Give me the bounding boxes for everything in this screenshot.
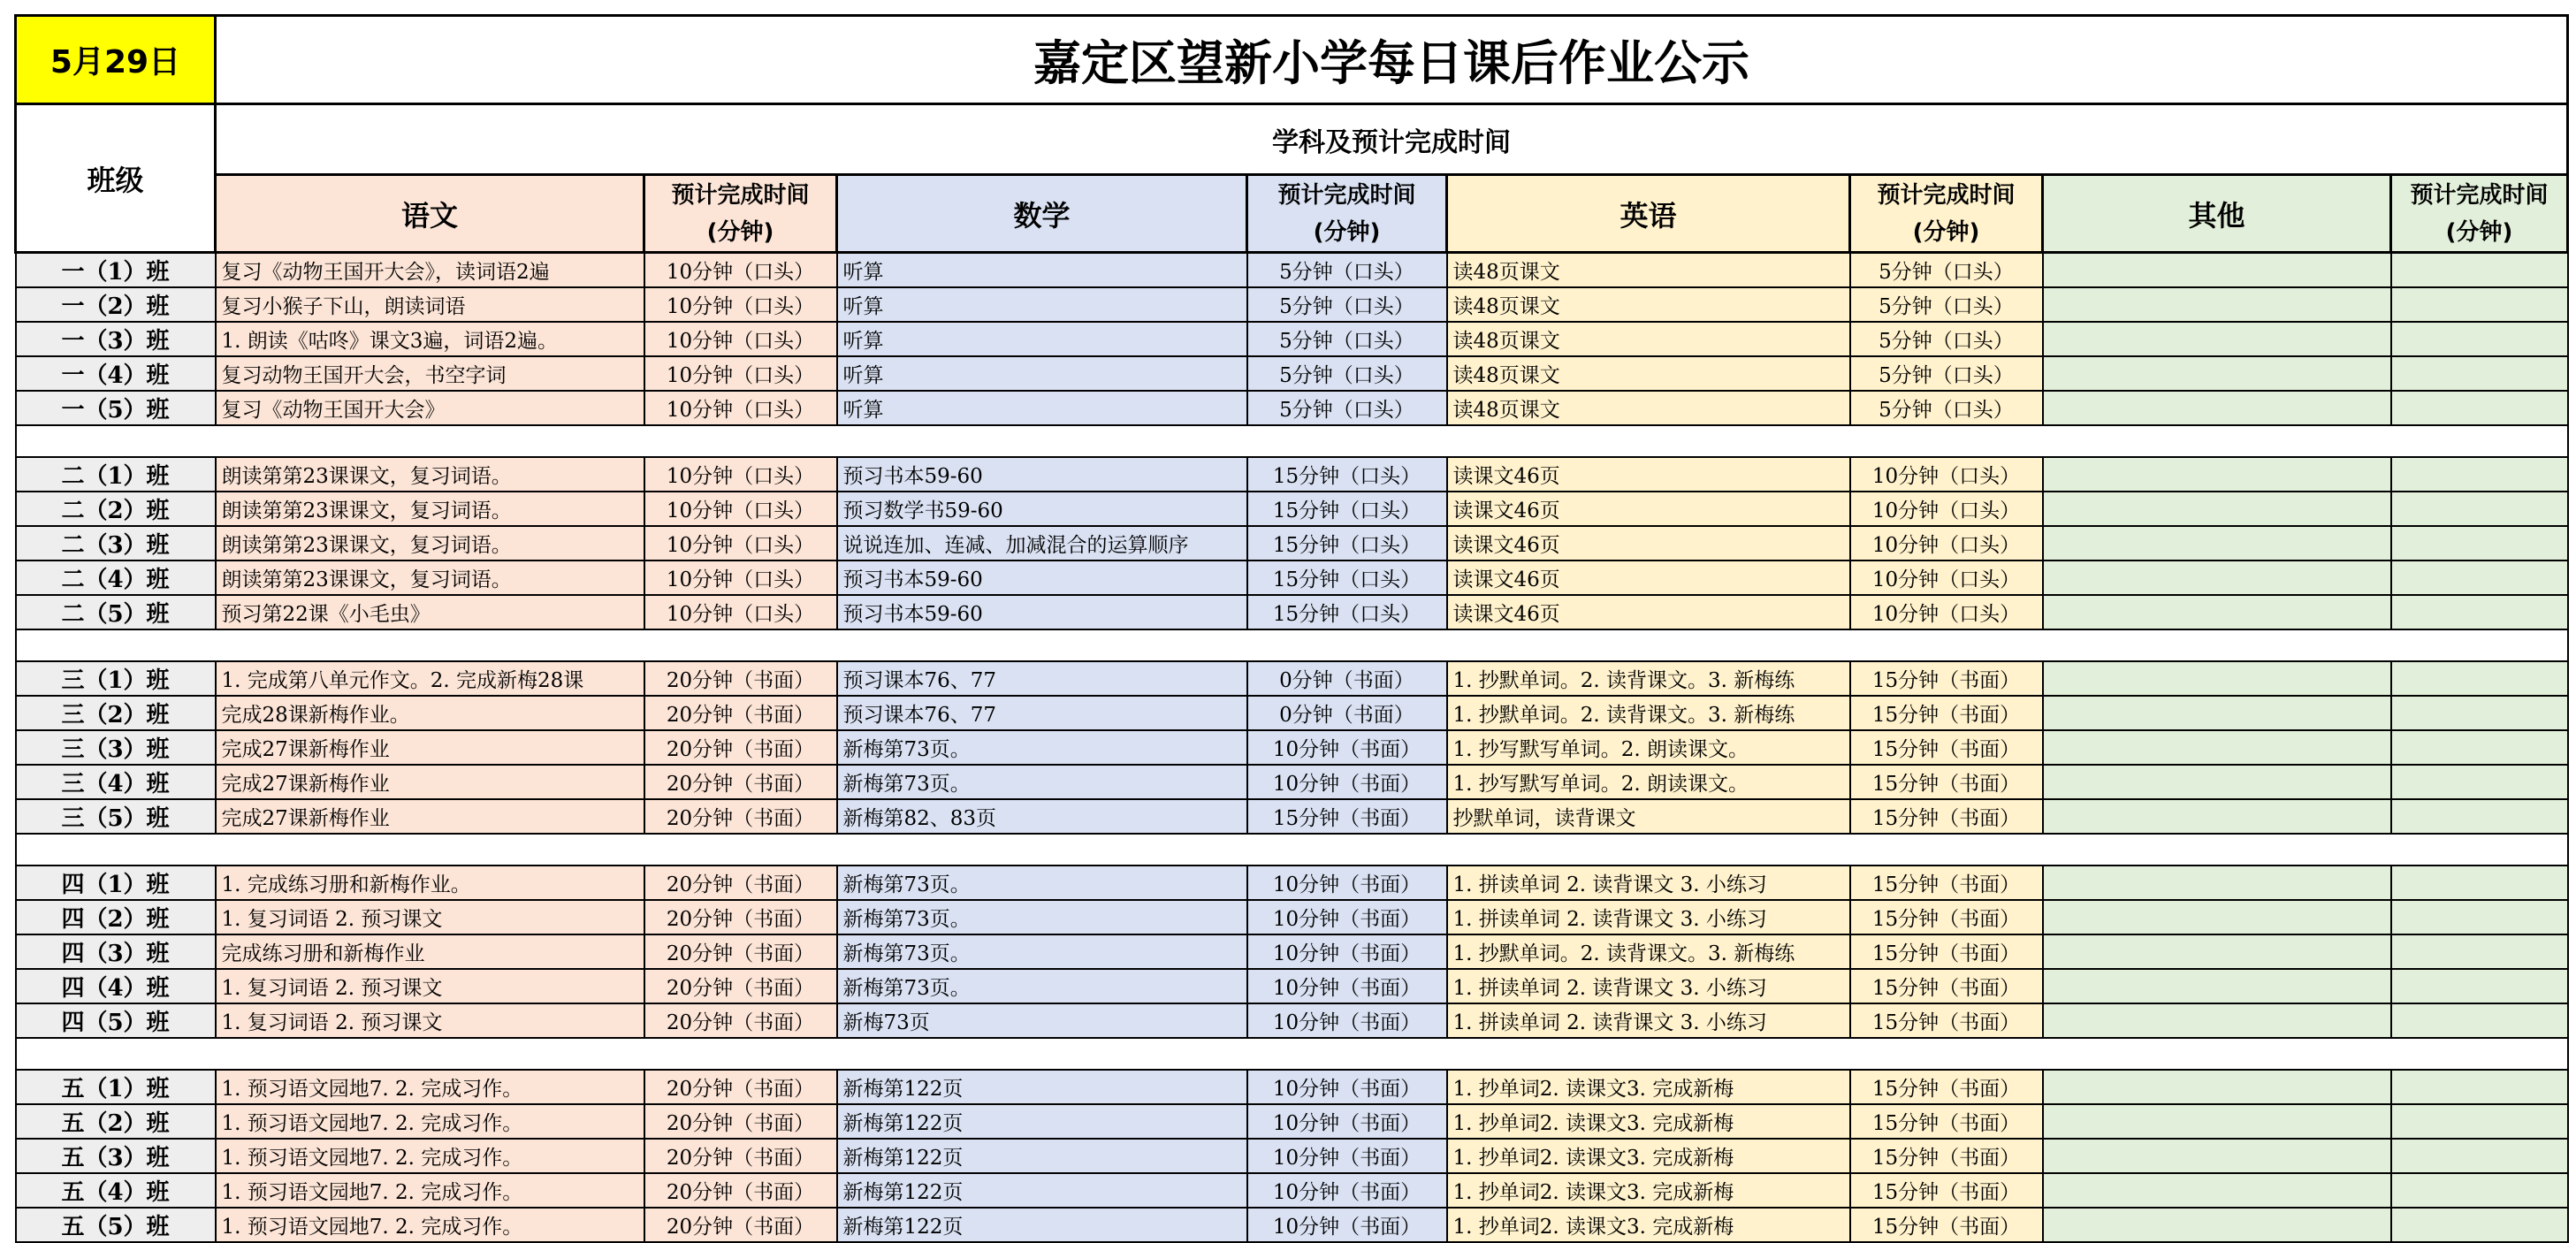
shuxue-homework-cell[interactable]: 新梅第73页。 (837, 866, 1247, 900)
yingyu-time-cell[interactable]: 15分钟（书面） (1850, 866, 2043, 900)
shuxue-time-cell[interactable]: 5分钟（口头） (1247, 322, 1447, 356)
yuwen-time-cell[interactable]: 20分钟（书面） (644, 765, 837, 799)
table-row (16, 356, 2568, 391)
qita-homework-cell[interactable] (2043, 900, 2391, 934)
qita-time-cell[interactable] (2391, 661, 2568, 696)
class-name-cell[interactable]: 三（3）班 (16, 730, 216, 765)
subject-header-row (16, 175, 2568, 253)
yuwen-time-cell[interactable]: 10分钟（口头） (644, 287, 837, 322)
yuwen-time-cell[interactable]: 10分钟（口头） (644, 391, 837, 425)
shuxue-homework-cell[interactable]: 新梅第73页。 (837, 900, 1247, 934)
yuwen-time-cell[interactable]: 10分钟（口头） (644, 253, 837, 288)
yingyu-time-cell[interactable]: 10分钟（口头） (1850, 595, 2043, 629)
yingyu-time-cell[interactable]: 15分钟（书面） (1850, 934, 2043, 969)
time-header-line2: (分钟) (1313, 218, 1381, 246)
qita-time-cell[interactable] (2391, 799, 2568, 834)
yingyu-homework-cell[interactable]: 1. 抄写默写单词。2. 朗读课文。 (1447, 765, 1850, 799)
shuxue-homework-cell[interactable]: 新梅第122页 (837, 1070, 1247, 1104)
yingyu-time-cell[interactable]: 10分钟（口头） (1850, 492, 2043, 526)
yingyu-time-cell[interactable]: 15分钟（书面） (1850, 1070, 2043, 1104)
yingyu-homework-cell[interactable]: 读48页课文 (1447, 391, 1850, 425)
table-row (16, 253, 2568, 288)
qita-time-cell[interactable] (2391, 969, 2568, 1003)
shuxue-homework-cell[interactable]: 新梅第122页 (837, 1173, 1247, 1208)
yuwen-time-cell[interactable]: 20分钟（书面） (644, 1208, 837, 1242)
qita-time-cell[interactable] (2391, 322, 2568, 356)
shuxue-homework-cell[interactable]: 新梅第73页。 (837, 765, 1247, 799)
qita-time-cell[interactable] (2391, 492, 2568, 526)
qita-time-cell[interactable] (2391, 934, 2568, 969)
yingyu-time-cell[interactable]: 15分钟（书面） (1850, 730, 2043, 765)
yingyu-time-cell[interactable]: 10分钟（口头） (1850, 560, 2043, 595)
yingyu-time-cell[interactable]: 5分钟（口头） (1850, 356, 2043, 391)
yuwen-homework-cell[interactable]: 预习第22课《小毛虫》 (216, 595, 644, 629)
yingyu-time-cell[interactable]: 15分钟（书面） (1850, 661, 2043, 696)
grade-separator-row (16, 1038, 2568, 1070)
time-header-line2: (分钟) (706, 218, 774, 246)
shuxue-time-cell[interactable]: 0分钟（书面） (1247, 661, 1447, 696)
shuxue-homework-cell[interactable]: 新梅第122页 (837, 1104, 1247, 1139)
qita-homework-cell[interactable] (2043, 457, 2391, 492)
yingyu-homework-cell[interactable]: 读课文46页 (1447, 492, 1850, 526)
yingyu-time-cell[interactable]: 15分钟（书面） (1850, 765, 2043, 799)
yingyu-time-cell[interactable]: 15分钟（书面） (1850, 696, 2043, 730)
class-name-cell[interactable]: 二（3）班 (16, 526, 216, 560)
class-name-cell[interactable]: 三（2）班 (16, 696, 216, 730)
qita-homework-cell[interactable] (2043, 287, 2391, 322)
class-name-cell[interactable]: 四（5）班 (16, 1003, 216, 1038)
time-header-yuwen[interactable] (644, 175, 837, 253)
qita-homework-cell[interactable] (2043, 526, 2391, 560)
time-header-qita[interactable] (2391, 175, 2568, 253)
yingyu-homework-cell[interactable]: 读48页课文 (1447, 322, 1850, 356)
yuwen-homework-cell[interactable]: 朗读第第23课课文，复习词语。 (216, 457, 644, 492)
class-name-cell[interactable]: 一（5）班 (16, 391, 216, 425)
shuxue-homework-cell[interactable]: 新梅第73页。 (837, 934, 1247, 969)
yingyu-homework-cell[interactable]: 1. 抄单词2. 读课文3. 完成新梅 (1447, 1139, 1850, 1173)
separator-cell (16, 1038, 2568, 1070)
shuxue-homework-cell[interactable]: 预习数学书59-60 (837, 492, 1247, 526)
yingyu-homework-cell[interactable]: 1. 抄默单词。2. 读背课文。3. 新梅练 (1447, 696, 1850, 730)
yingyu-homework-cell[interactable]: 1. 抄默单词。2. 读背课文。3. 新梅练 (1447, 934, 1850, 969)
qita-time-cell[interactable] (2391, 696, 2568, 730)
shuxue-homework-cell[interactable]: 新梅第122页 (837, 1208, 1247, 1242)
shuxue-homework-cell[interactable]: 说说连加、连减、加减混合的运算顺序 (837, 526, 1247, 560)
separator-cell (16, 425, 2568, 457)
table-row (16, 526, 2568, 560)
yuwen-homework-cell[interactable]: 完成27课新梅作业 (216, 799, 644, 834)
qita-time-cell[interactable] (2391, 595, 2568, 629)
qita-homework-cell[interactable] (2043, 934, 2391, 969)
yingyu-time-cell[interactable]: 15分钟（书面） (1850, 1003, 2043, 1038)
qita-homework-cell[interactable] (2043, 1139, 2391, 1173)
yingyu-homework-cell[interactable]: 1. 拼读单词 2. 读背课文 3. 小练习 (1447, 1003, 1850, 1038)
yingyu-time-cell[interactable]: 10分钟（口头） (1850, 457, 2043, 492)
qita-time-cell[interactable] (2391, 457, 2568, 492)
class-name-cell[interactable]: 一（3）班 (16, 322, 216, 356)
class-name-cell[interactable]: 一（4）班 (16, 356, 216, 391)
yuwen-time-cell[interactable]: 10分钟（口头） (644, 492, 837, 526)
yingyu-homework-cell[interactable]: 读48页课文 (1447, 253, 1850, 288)
class-name-cell[interactable]: 四（3）班 (16, 934, 216, 969)
qita-homework-cell[interactable] (2043, 356, 2391, 391)
yuwen-homework-cell[interactable]: 1. 预习语文园地7. 2. 完成习作。 (216, 1139, 644, 1173)
qita-homework-cell[interactable] (2043, 595, 2391, 629)
table-row (16, 287, 2568, 322)
yuwen-time-cell[interactable]: 10分钟（口头） (644, 560, 837, 595)
yuwen-homework-cell[interactable]: 1. 预习语文园地7. 2. 完成习作。 (216, 1104, 644, 1139)
yingyu-homework-cell[interactable]: 读48页课文 (1447, 356, 1850, 391)
shuxue-homework-cell[interactable]: 预习书本59-60 (837, 560, 1247, 595)
yingyu-time-cell[interactable]: 15分钟（书面） (1850, 900, 2043, 934)
class-name-cell[interactable]: 二（1）班 (16, 457, 216, 492)
subject-header-qita[interactable]: 其他 (2043, 175, 2391, 253)
qita-time-cell[interactable] (2391, 1208, 2568, 1242)
time-header-line1: 预计完成时间 (1877, 181, 2016, 209)
yingyu-homework-cell[interactable]: 1. 抄单词2. 读课文3. 完成新梅 (1447, 1070, 1850, 1104)
class-column-header[interactable]: 班级 (16, 104, 216, 253)
qita-time-cell[interactable] (2391, 1070, 2568, 1104)
page-title[interactable]: 嘉定区望新小学每日课后作业公示 (216, 16, 2568, 104)
table-row (16, 1070, 2568, 1104)
yuwen-time-cell[interactable]: 20分钟（书面） (644, 799, 837, 834)
class-name-cell[interactable]: 二（2）班 (16, 492, 216, 526)
table-row (16, 391, 2568, 425)
separator-cell (16, 629, 2568, 661)
yuwen-time-cell[interactable]: 10分钟（口头） (644, 457, 837, 492)
table-row (16, 799, 2568, 834)
yingyu-time-cell[interactable]: 10分钟（口头） (1850, 526, 2043, 560)
shuxue-time-cell[interactable]: 10分钟（书面） (1247, 765, 1447, 799)
table-row (16, 560, 2568, 595)
table-row (16, 595, 2568, 629)
shuxue-time-cell[interactable]: 10分钟（书面） (1247, 900, 1447, 934)
yingyu-homework-cell[interactable]: 1. 拼读单词 2. 读背课文 3. 小练习 (1447, 969, 1850, 1003)
time-header-line1: 预计完成时间 (1277, 181, 1416, 209)
qita-homework-cell[interactable] (2043, 1070, 2391, 1104)
table-row (16, 900, 2568, 934)
shuxue-time-cell[interactable]: 5分钟（口头） (1247, 356, 1447, 391)
qita-homework-cell[interactable] (2043, 799, 2391, 834)
yuwen-homework-cell[interactable]: 1. 复习词语 2. 预习课文 (216, 900, 644, 934)
yingyu-homework-cell[interactable]: 1. 抄单词2. 读课文3. 完成新梅 (1447, 1208, 1850, 1242)
qita-homework-cell[interactable] (2043, 661, 2391, 696)
time-header-line1: 预计完成时间 (2410, 181, 2549, 209)
qita-time-cell[interactable] (2391, 1003, 2568, 1038)
time-header-line2: (分钟) (1912, 218, 1980, 246)
time-header-yingyu[interactable] (1850, 175, 2043, 253)
qita-homework-cell[interactable] (2043, 866, 2391, 900)
yuwen-time-cell[interactable]: 20分钟（书面） (644, 661, 837, 696)
qita-time-cell[interactable] (2391, 765, 2568, 799)
class-name-cell[interactable]: 四（4）班 (16, 969, 216, 1003)
yingyu-homework-cell[interactable]: 1. 抄单词2. 读课文3. 完成新梅 (1447, 1173, 1850, 1208)
class-name-cell[interactable]: 五（1）班 (16, 1070, 216, 1104)
shuxue-time-cell[interactable]: 10分钟（书面） (1247, 1139, 1447, 1173)
yuwen-homework-cell[interactable]: 复习小猴子下山，朗读词语 (216, 287, 644, 322)
subject-header-yuwen[interactable]: 语文 (216, 175, 644, 253)
class-name-cell[interactable]: 五（4）班 (16, 1173, 216, 1208)
yuwen-time-cell[interactable]: 20分钟（书面） (644, 1003, 837, 1038)
yuwen-time-cell[interactable]: 20分钟（书面） (644, 1173, 837, 1208)
shuxue-homework-cell[interactable]: 预习课本76、77 (837, 696, 1247, 730)
qita-time-cell[interactable] (2391, 253, 2568, 288)
yingyu-time-cell[interactable]: 15分钟（书面） (1850, 969, 2043, 1003)
yingyu-time-cell[interactable]: 15分钟（书面） (1850, 799, 2043, 834)
qita-homework-cell[interactable] (2043, 1104, 2391, 1139)
class-name-cell[interactable]: 一（1）班 (16, 253, 216, 288)
yuwen-time-cell[interactable]: 20分钟（书面） (644, 1104, 837, 1139)
yuwen-homework-cell[interactable]: 完成练习册和新梅作业 (216, 934, 644, 969)
qita-homework-cell[interactable] (2043, 560, 2391, 595)
yuwen-homework-cell[interactable]: 朗读第第23课课文，复习词语。 (216, 492, 644, 526)
shuxue-time-cell[interactable]: 0分钟（书面） (1247, 696, 1447, 730)
shuxue-time-cell[interactable]: 10分钟（书面） (1247, 1104, 1447, 1139)
table-row (16, 730, 2568, 765)
grade-separator-row (16, 425, 2568, 457)
yingyu-homework-cell[interactable]: 1. 抄写默写单词。2. 朗读课文。 (1447, 730, 1850, 765)
qita-homework-cell[interactable] (2043, 730, 2391, 765)
class-name-cell[interactable]: 三（5）班 (16, 799, 216, 834)
shuxue-homework-cell[interactable]: 新梅第73页。 (837, 730, 1247, 765)
shuxue-time-cell[interactable]: 15分钟（口头） (1247, 492, 1447, 526)
yuwen-homework-cell[interactable]: 1. 完成练习册和新梅作业。 (216, 866, 644, 900)
subject-header-yingyu[interactable]: 英语 (1447, 175, 1850, 253)
shuxue-homework-cell[interactable]: 新梅第82、83页 (837, 799, 1247, 834)
yuwen-homework-cell[interactable]: 1. 朗读《咕咚》课文3遍，词语2遍。 (216, 322, 644, 356)
shuxue-homework-cell[interactable]: 新梅73页 (837, 1003, 1247, 1038)
yuwen-homework-cell[interactable]: 1. 预习语文园地7. 2. 完成习作。 (216, 1070, 644, 1104)
homework-sheet (14, 14, 2569, 1243)
yuwen-homework-cell[interactable]: 1. 预习语文园地7. 2. 完成习作。 (216, 1173, 644, 1208)
yuwen-homework-cell[interactable]: 1. 预习语文园地7. 2. 完成习作。 (216, 1208, 644, 1242)
shuxue-time-cell[interactable]: 10分钟（书面） (1247, 1208, 1447, 1242)
yuwen-time-cell[interactable]: 10分钟（口头） (644, 526, 837, 560)
qita-homework-cell[interactable] (2043, 765, 2391, 799)
yingyu-homework-cell[interactable]: 读48页课文 (1447, 287, 1850, 322)
class-name-cell[interactable]: 五（3）班 (16, 1139, 216, 1173)
table-row (16, 1139, 2568, 1173)
table-row (16, 765, 2568, 799)
yingyu-time-cell[interactable]: 5分钟（口头） (1850, 322, 2043, 356)
yingyu-homework-cell[interactable]: 读课文46页 (1447, 526, 1850, 560)
shuxue-time-cell[interactable]: 5分钟（口头） (1247, 253, 1447, 288)
yuwen-time-cell[interactable]: 10分钟（口头） (644, 322, 837, 356)
shuxue-time-cell[interactable]: 15分钟（书面） (1247, 799, 1447, 834)
yuwen-homework-cell[interactable]: 复习动物王国开大会，书空字词 (216, 356, 644, 391)
shuxue-time-cell[interactable]: 15分钟（口头） (1247, 457, 1447, 492)
class-name-cell[interactable]: 五（5）班 (16, 1208, 216, 1242)
class-name-cell[interactable]: 二（4）班 (16, 560, 216, 595)
class-name-cell[interactable]: 三（1）班 (16, 661, 216, 696)
qita-time-cell[interactable] (2391, 1139, 2568, 1173)
yuwen-homework-cell[interactable]: 1. 复习词语 2. 预习课文 (216, 1003, 644, 1038)
yingyu-time-cell[interactable]: 5分钟（口头） (1850, 253, 2043, 288)
yuwen-time-cell[interactable]: 20分钟（书面） (644, 1139, 837, 1173)
shuxue-homework-cell[interactable]: 听算 (837, 253, 1247, 288)
qita-time-cell[interactable] (2391, 1173, 2568, 1208)
yuwen-time-cell[interactable]: 20分钟（书面） (644, 730, 837, 765)
shuxue-time-cell[interactable]: 10分钟（书面） (1247, 969, 1447, 1003)
qita-time-cell[interactable] (2391, 866, 2568, 900)
qita-homework-cell[interactable] (2043, 322, 2391, 356)
yingyu-time-cell[interactable]: 5分钟（口头） (1850, 287, 2043, 322)
qita-time-cell[interactable] (2391, 730, 2568, 765)
shuxue-time-cell[interactable]: 10分钟（书面） (1247, 1070, 1447, 1104)
qita-homework-cell[interactable] (2043, 391, 2391, 425)
yuwen-time-cell[interactable]: 20分钟（书面） (644, 696, 837, 730)
grade-separator-row (16, 629, 2568, 661)
qita-time-cell[interactable] (2391, 526, 2568, 560)
qita-time-cell[interactable] (2391, 1104, 2568, 1139)
yingyu-time-cell[interactable]: 15分钟（书面） (1850, 1104, 2043, 1139)
shuxue-homework-cell[interactable]: 听算 (837, 322, 1247, 356)
yuwen-homework-cell[interactable]: 朗读第第23课课文，复习词语。 (216, 526, 644, 560)
table-row (16, 457, 2568, 492)
separator-cell (16, 834, 2568, 866)
yuwen-time-cell[interactable]: 20分钟（书面） (644, 900, 837, 934)
yingyu-time-cell[interactable]: 15分钟（书面） (1850, 1173, 2043, 1208)
shuxue-homework-cell[interactable]: 预习课本76、77 (837, 661, 1247, 696)
qita-time-cell[interactable] (2391, 560, 2568, 595)
table-row (16, 661, 2568, 696)
qita-homework-cell[interactable] (2043, 969, 2391, 1003)
shuxue-time-cell[interactable]: 15分钟（口头） (1247, 560, 1447, 595)
time-header-line2: (分钟) (2445, 218, 2513, 246)
qita-homework-cell[interactable] (2043, 492, 2391, 526)
date-cell[interactable]: 5月29日 (16, 16, 216, 104)
qita-time-cell[interactable] (2391, 356, 2568, 391)
shuxue-time-cell[interactable]: 5分钟（口头） (1247, 287, 1447, 322)
table-row (16, 969, 2568, 1003)
shuxue-homework-cell[interactable]: 预习书本59-60 (837, 595, 1247, 629)
subject-header-shuxue[interactable]: 数学 (837, 175, 1247, 253)
yuwen-time-cell[interactable]: 20分钟（书面） (644, 866, 837, 900)
shuxue-homework-cell[interactable]: 听算 (837, 356, 1247, 391)
qita-time-cell[interactable] (2391, 900, 2568, 934)
table-row (16, 866, 2568, 900)
qita-time-cell[interactable] (2391, 391, 2568, 425)
qita-homework-cell[interactable] (2043, 696, 2391, 730)
yuwen-time-cell[interactable]: 20分钟（书面） (644, 934, 837, 969)
shuxue-homework-cell[interactable]: 预习书本59-60 (837, 457, 1247, 492)
table-row (16, 1208, 2568, 1242)
yingyu-homework-cell[interactable]: 1. 抄默单词。2. 读背课文。3. 新梅练 (1447, 661, 1850, 696)
yingyu-homework-cell[interactable]: 1. 抄单词2. 读课文3. 完成新梅 (1447, 1104, 1850, 1139)
subject-group-header[interactable]: 学科及预计完成时间 (216, 104, 2568, 175)
yuwen-time-cell[interactable]: 10分钟（口头） (644, 595, 837, 629)
yuwen-homework-cell[interactable]: 1. 复习词语 2. 预习课文 (216, 969, 644, 1003)
qita-homework-cell[interactable] (2043, 1003, 2391, 1038)
shuxue-time-cell[interactable]: 10分钟（书面） (1247, 1173, 1447, 1208)
qita-homework-cell[interactable] (2043, 1208, 2391, 1242)
class-name-cell[interactable]: 二（5）班 (16, 595, 216, 629)
yingyu-time-cell[interactable]: 15分钟（书面） (1850, 1208, 2043, 1242)
yingyu-time-cell[interactable]: 5分钟（口头） (1850, 391, 2043, 425)
table-row (16, 1173, 2568, 1208)
class-name-cell[interactable]: 三（4）班 (16, 765, 216, 799)
table-row (16, 1003, 2568, 1038)
yingyu-homework-cell[interactable]: 读课文46页 (1447, 595, 1850, 629)
yingyu-homework-cell[interactable]: 读课文46页 (1447, 457, 1850, 492)
yingyu-time-cell[interactable]: 15分钟（书面） (1850, 1139, 2043, 1173)
grade-separator-row (16, 834, 2568, 866)
class-name-cell[interactable]: 四（2）班 (16, 900, 216, 934)
class-name-cell[interactable]: 一（2）班 (16, 287, 216, 322)
shuxue-homework-cell[interactable]: 新梅第122页 (837, 1139, 1247, 1173)
yuwen-time-cell[interactable]: 20分钟（书面） (644, 969, 837, 1003)
shuxue-time-cell[interactable]: 15分钟（口头） (1247, 595, 1447, 629)
shuxue-homework-cell[interactable]: 新梅第73页。 (837, 969, 1247, 1003)
yingyu-homework-cell[interactable]: 1. 拼读单词 2. 读背课文 3. 小练习 (1447, 866, 1850, 900)
yuwen-homework-cell[interactable]: 1. 完成第八单元作文。2. 完成新梅28课 (216, 661, 644, 696)
shuxue-time-cell[interactable]: 10分钟（书面） (1247, 934, 1447, 969)
title-row (16, 16, 2568, 104)
class-name-cell[interactable]: 五（2）班 (16, 1104, 216, 1139)
table-row (16, 696, 2568, 730)
time-header-line1: 预计完成时间 (671, 181, 810, 209)
yuwen-homework-cell[interactable]: 完成28课新梅作业。 (216, 696, 644, 730)
shuxue-homework-cell[interactable]: 听算 (837, 391, 1247, 425)
table-row (16, 1104, 2568, 1139)
shuxue-time-cell[interactable]: 10分钟（书面） (1247, 866, 1447, 900)
subject-group-row (16, 104, 2568, 175)
shuxue-time-cell[interactable]: 10分钟（书面） (1247, 1003, 1447, 1038)
yingyu-homework-cell[interactable]: 抄默单词，读背课文 (1447, 799, 1850, 834)
yingyu-homework-cell[interactable]: 读课文46页 (1447, 560, 1850, 595)
class-name-cell[interactable]: 四（1）班 (16, 866, 216, 900)
table-row (16, 492, 2568, 526)
shuxue-time-cell[interactable]: 15分钟（口头） (1247, 526, 1447, 560)
qita-time-cell[interactable] (2391, 287, 2568, 322)
yuwen-time-cell[interactable]: 10分钟（口头） (644, 356, 837, 391)
qita-homework-cell[interactable] (2043, 1173, 2391, 1208)
yuwen-time-cell[interactable]: 20分钟（书面） (644, 1070, 837, 1104)
table-row (16, 322, 2568, 356)
yuwen-homework-cell[interactable]: 完成27课新梅作业 (216, 765, 644, 799)
yuwen-homework-cell[interactable]: 完成27课新梅作业 (216, 730, 644, 765)
yingyu-homework-cell[interactable]: 1. 拼读单词 2. 读背课文 3. 小练习 (1447, 900, 1850, 934)
shuxue-homework-cell[interactable]: 听算 (837, 287, 1247, 322)
qita-homework-cell[interactable] (2043, 253, 2391, 288)
table-row (16, 934, 2568, 969)
yuwen-homework-cell[interactable]: 复习《动物王国开大会》，读词语2遍 (216, 253, 644, 288)
shuxue-time-cell[interactable]: 5分钟（口头） (1247, 391, 1447, 425)
yuwen-homework-cell[interactable]: 朗读第第23课课文，复习词语。 (216, 560, 644, 595)
time-header-shuxue[interactable] (1247, 175, 1447, 253)
yuwen-homework-cell[interactable]: 复习《动物王国开大会》 (216, 391, 644, 425)
shuxue-time-cell[interactable]: 10分钟（书面） (1247, 730, 1447, 765)
